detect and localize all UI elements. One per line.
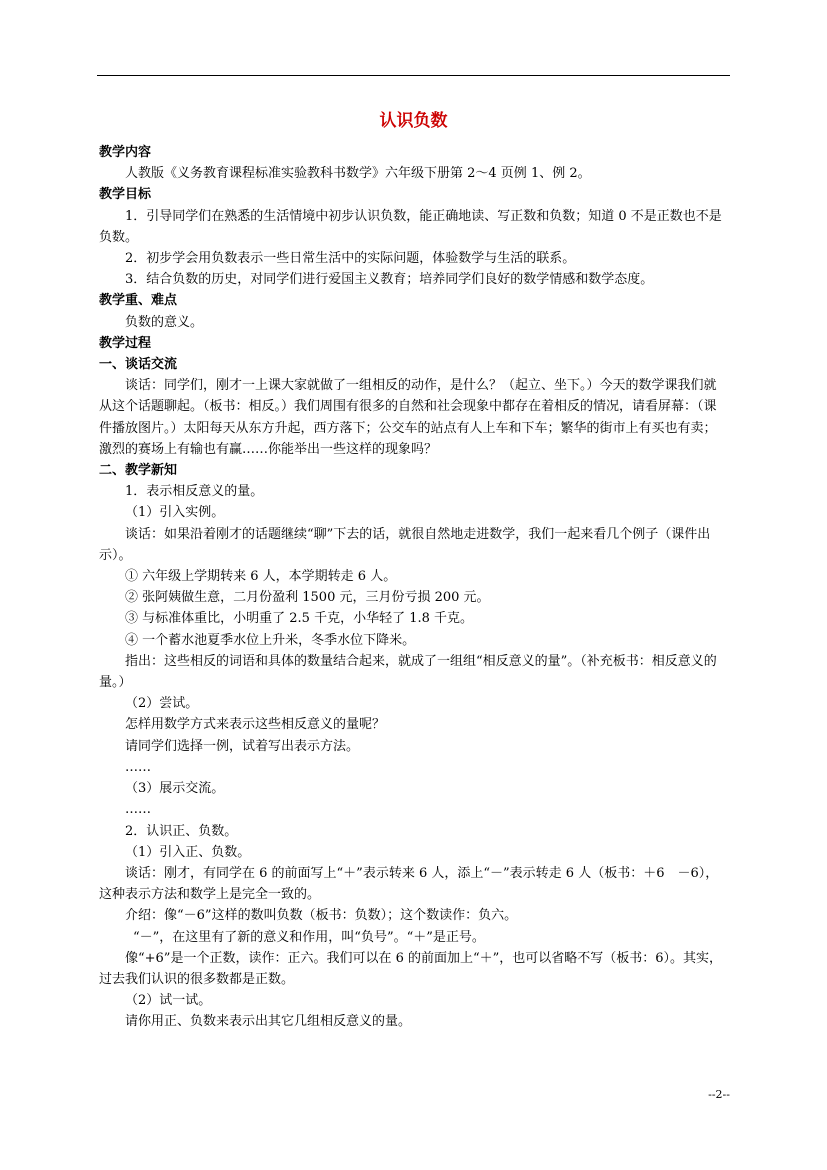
- paragraph: （2）尝试。: [125, 696, 199, 712]
- paragraph: 指出：这些相反的词语和具体的数量结合起来，就成了一组组“相反意义的量”。（补充板书：相反意义的量。）: [99, 653, 717, 691]
- paragraph: 谈话：如果沿着刚才的话题继续“聊”下去的话，就很自然地走进数学，我们一起来看几个例子（课件出示）。: [99, 526, 711, 563]
- paragraph: 谈话：刚才，有同学在 6 的前面写上“＋”表示转来 6 人，添上“－”表示转走 6 人（板书：＋6 －6），这种表示方法和数学上是完全一致的。: [99, 865, 719, 903]
- list-item: ① 六年级上学期转来 6 人，本学期转走 6 人。: [125, 569, 397, 585]
- ellipsis: ……: [125, 802, 151, 818]
- section-heading: 教学过程: [99, 335, 152, 351]
- subsection-heading: 一、谈话交流: [99, 357, 178, 373]
- section-heading: 教学内容: [99, 145, 152, 160]
- paragraph: 请同学们选择一例，试着写出表示方法。: [125, 738, 360, 754]
- section-heading: 教学重、难点: [99, 293, 178, 309]
- list-item: ④ 一个蓄水池夏季水位上升米，冬季水位下降米。: [125, 632, 416, 648]
- page-title: 认识负数: [379, 111, 448, 131]
- paragraph: 2．认识正、负数。: [125, 823, 238, 839]
- subsection-heading: 二、教学新知: [99, 463, 178, 479]
- paragraph: “－”，在这里有了新的意义和作用，叫“负号”。“＋”是正号。: [133, 929, 485, 945]
- page-number: --2--: [708, 1088, 730, 1101]
- paragraph: 像“+6”是一个正数，读作：正六。我们可以在 6 的前面加上“＋”，也可以省略不写（板书：6）。其实，过去我们认识的很多数都是正数。: [99, 950, 723, 987]
- document-body: [99, 142, 729, 1033]
- list-item: 3．结合负数的历史，对同学们进行爱国主义教育；培养同学们良好的数学情感和数学态度。: [125, 272, 654, 288]
- section-heading: 教学目标: [99, 187, 152, 203]
- list-item: ② 张阿姨做生意，二月份盈利 1500 元，三月份亏损 200 元。: [125, 590, 490, 606]
- paragraph: 请你用正、负数来表示出其它几组相反意义的量。: [125, 1014, 412, 1030]
- paragraph: （1）引入实例。: [125, 505, 225, 521]
- paragraph: （1）引入正、负数。: [125, 844, 251, 860]
- paragraph: 介绍：像“－6”这样的数叫负数（板书：负数）；这个数读作：负六。: [125, 908, 518, 924]
- header-rule: [97, 75, 730, 76]
- list-item: 2．初步学会用负数表示一些日常生活中的实际问题，体验数学与生活的联系。: [125, 251, 576, 267]
- list-item: 1．引导同学们在熟悉的生活情境中初步认识负数，能正确地读、写正数和负数；知道 0 不是正数也不是负数。: [99, 208, 722, 245]
- paragraph: （3）展示交流。: [125, 781, 225, 797]
- ellipsis: ……: [125, 759, 151, 775]
- paragraph: 1．表示相反意义的量。: [125, 484, 264, 500]
- paragraph: 怎样用数学方式来表示这些相反意义的量呢？: [125, 717, 386, 733]
- paragraph: （2）试一试。: [125, 993, 212, 1009]
- paragraph: 谈话：同学们，刚才一上课大家就做了一组相反的动作，是什么？（起立、坐下。）今天的数学课我们就从这个话题聊起。（板书：相反。）我们周围有很多的自然和社会现象中都存在着相反的情况，请看屏幕：（课件播放图片。）太阳每天从东方升起，西方落下；公交车的站点有人上车和下车；繁华的街市上有买也有卖；激烈的赛场上有输也有赢……你能举出一些这样的现象吗？: [99, 378, 717, 457]
- paragraph: 人教版《义务教育课程标准实验教科书数学》六年级下册第 2～4 页例 1、例 2。: [125, 166, 591, 182]
- list-item: ③ 与标准体重比，小明重了 2.5 千克，小华轻了 1.8 千克。: [125, 611, 474, 627]
- paragraph: 负数的意义。: [125, 314, 204, 330]
